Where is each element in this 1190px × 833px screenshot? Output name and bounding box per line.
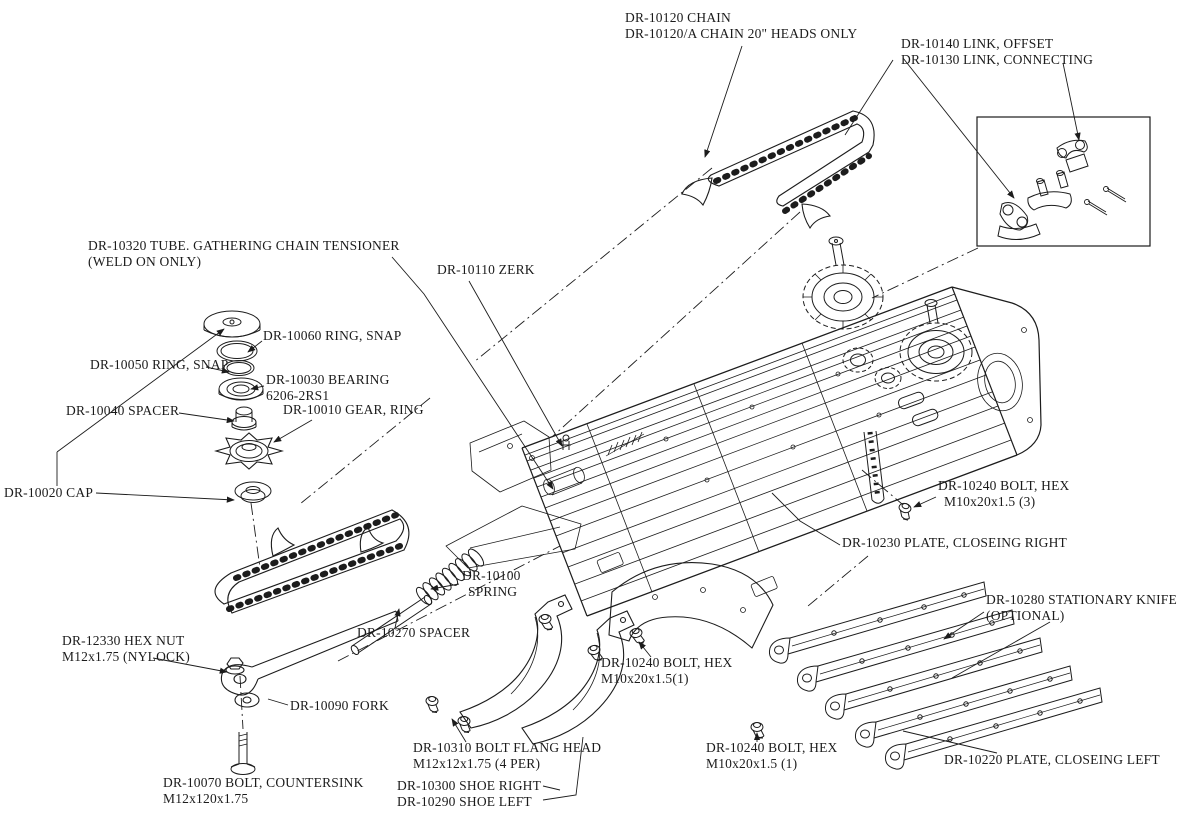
label-shoe-right-line1: DR-10300 SHOE RIGHT [397,778,542,793]
label-fork-line1: DR-10090 FORK [290,698,389,713]
plate-row-2 [797,610,1014,691]
snap-ring-10050-drawing [224,361,254,376]
label-fork [290,698,389,714]
link-inset-box [977,117,1150,246]
label-shoe-left-line1: DR-10290 SHOE LEFT [397,794,532,809]
label-shoe-right [397,778,541,794]
label-stationary-knife [986,592,1177,624]
label-spacer-10040-line1: DR-10040 SPACER [66,403,180,418]
label-tensioner-line2: (WELD ON ONLY) [88,254,202,269]
label-tensioner [88,238,400,270]
label-spring [462,568,521,600]
label-plate-closing-left-line1: DR-10220 PLATE, CLOSEING LEFT [944,752,1160,767]
bolt-shoe-left-drawing [629,627,644,645]
hex-nut-drawing [226,658,244,674]
countersink-bolt-drawing [231,732,255,775]
cap-top-drawing [204,311,260,337]
label-hex-nut-line1: DR-12330 HEX NUT [62,633,185,648]
bolt-hex-1-bottom-drawing [751,723,764,739]
label-bearing-line2: 6206-2RS1 [266,388,330,403]
drive-hub-sprockets [803,237,972,503]
label-plate-closing-right [842,535,1067,551]
cotter-pins-drawing [1085,187,1127,216]
label-ring-snap-10050-line1: DR-10050 RING, SNAP [90,357,229,372]
label-ring-snap-10060 [263,328,401,344]
plate-row-3 [825,638,1042,719]
label-chain-line1: DR-10120 CHAIN [625,10,731,25]
label-chain [625,10,857,42]
gathering-chain-lower [215,510,409,613]
offset-link-drawing [1057,140,1088,172]
label-bolt-hex-3 [938,478,1069,510]
label-bolt-countersink-line2: M12x120x1.75 [163,791,249,806]
label-stationary-knife-line2: (OPTIONAL) [986,608,1065,623]
label-ring-snap-10060-line1: DR-10060 RING, SNAP [263,328,402,343]
label-bolt-flange-line2: M12x12x1.75 (4 PER) [413,756,541,771]
label-spring-line2: SPRING [468,584,518,599]
label-links [901,36,1093,68]
bearing-drawing [219,378,263,400]
flange-bolt-1-drawing [425,696,439,713]
label-bearing-line1: DR-10030 BEARING [266,372,390,387]
connecting-link-drawing [998,171,1071,240]
label-bolt-countersink [163,775,364,807]
label-plate-closing-right-line1: DR-10230 PLATE, CLOSEING RIGHT [842,535,1067,550]
label-bearing [266,372,390,404]
label-zerk [437,262,535,278]
hex-bolts [425,502,913,738]
label-ring-snap-10050 [90,357,228,373]
plate-row-4 [855,666,1072,747]
label-bolt-hex-1-bottom [706,740,837,772]
label-spacer-10270-line1: DR-10270 SPACER [357,625,471,640]
label-bolt-flange-line1: DR-10310 BOLT FLANG HEAD [413,740,602,755]
shoe-right-drawing [460,595,572,728]
label-bolt-hex-1-mid-line2: M10x20x1.5(1) [601,671,689,686]
bolt-shoe-right-drawing [539,614,553,631]
plate-row-1 [769,582,986,663]
main-frame-assembly [446,287,1041,648]
label-cap-line1: DR-10020 CAP [4,485,94,500]
label-hex-nut-line2: M12x1.75 (NYLOCK) [62,649,190,664]
label-bolt-hex-1-bottom-line2: M10x20x1.5 (1) [706,756,798,771]
label-tensioner-line1: DR-10320 TUBE. GATHERING CHAIN TENSIONER [88,238,400,253]
cap-cup-drawing [235,482,271,503]
label-bolt-hex-1-mid [601,655,732,687]
spacer-10040-drawing [232,407,256,430]
label-bolt-countersink-line1: DR-10070 BOLT, COUNTERSINK [163,775,364,790]
label-hex-nut [62,633,190,665]
label-gear-ring [283,402,424,418]
label-plate-closing-left [944,752,1160,768]
label-bolt-flange [413,740,601,772]
label-links-line2: DR-10130 LINK, CONNECTING [901,52,1094,67]
label-gear-ring-line1: DR-10010 GEAR, RING [283,402,424,417]
label-bolt-hex-1-mid-line1: DR-10240 BOLT, HEX [601,655,733,670]
label-spring-line1: DR-10100 [462,568,521,583]
label-spacer-10270 [357,625,470,641]
label-links-line1: DR-10140 LINK, OFFSET [901,36,1054,51]
label-stationary-knife-line1: DR-10280 STATIONARY KNIFE [986,592,1177,607]
label-shoe-left [397,794,532,810]
label-cap [4,485,93,501]
label-bolt-hex-1-bottom-line1: DR-10240 BOLT, HEX [706,740,838,755]
label-bolt-hex-3-line2: M10x20x1.5 (3) [944,494,1036,509]
zerk-fitting-drawing [561,435,571,450]
label-chain-line2: DR-10120/A CHAIN 20" HEADS ONLY [625,26,858,41]
label-zerk-line1: DR-10110 ZERK [437,262,535,277]
ring-gear-drawing [216,433,282,469]
label-bolt-hex-3-line1: DR-10240 BOLT, HEX [938,478,1070,493]
bolt-hex-3-drawing [896,502,913,520]
label-spacer-10040 [66,403,179,419]
